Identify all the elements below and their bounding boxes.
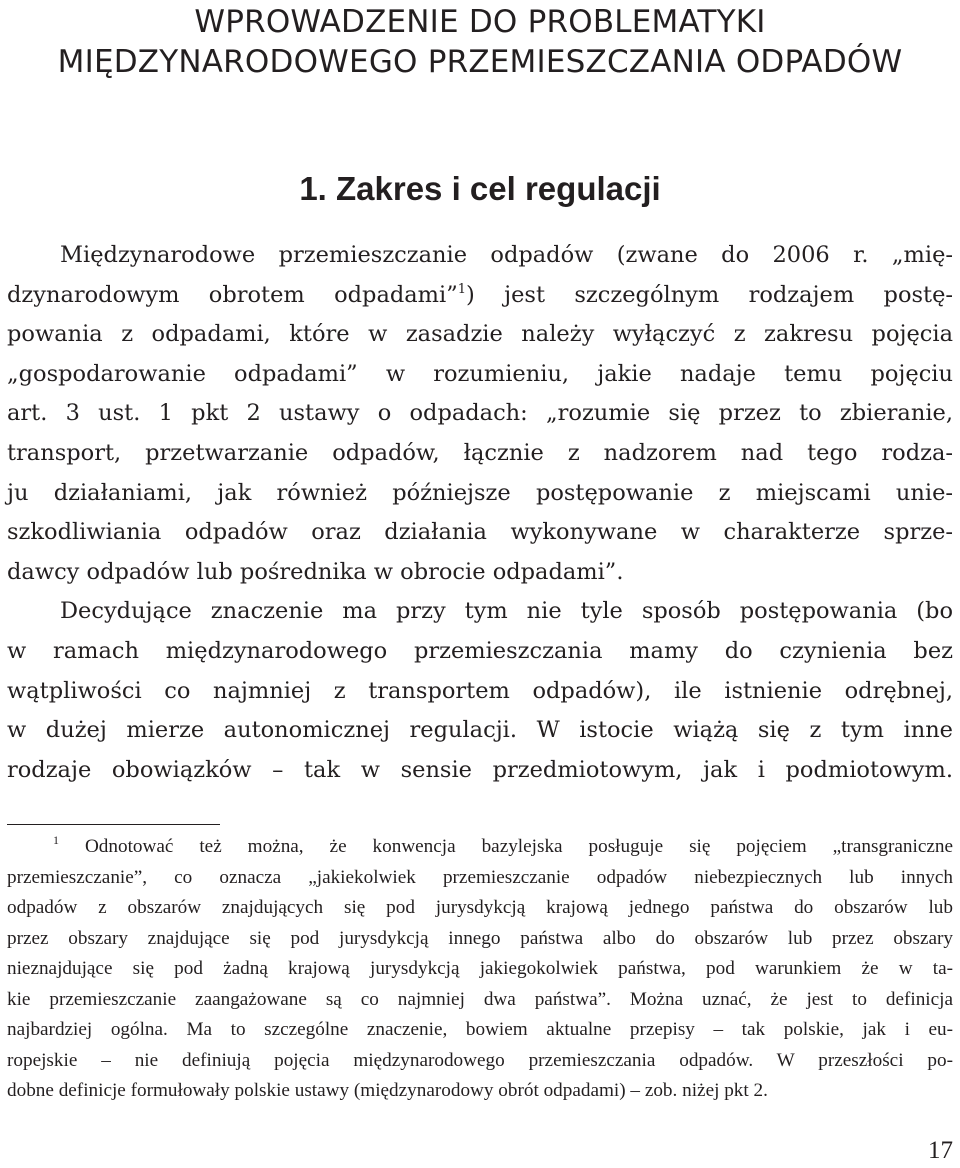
body-line: w ramach międzynarodowego przemieszczania mamy do czynienia bez (7, 637, 953, 664)
body-line: w dużej mierze autonomicznej regulacji. W istocie wiążą się z tym inne (7, 717, 953, 744)
footnote-line: dobne definicje formułowały polskie ustawy (międzynarodowy obrót odpadami) – zob. niżej pkt 2. (7, 1080, 768, 1101)
footnote-line: kie przemieszczanie zaangażowane są co najmniej dwa państwa”. Można uznać, że jest to definicja (7, 988, 953, 1010)
footnote-separator (7, 824, 220, 825)
footnote-line: przemieszczanie”, co oznacza „jakiekolwiek przemieszczanie odpadów niebezpiecznych lub innych (7, 866, 953, 888)
body-line: wątpliwości co najmniej z transportem odpadów), ile istnienie odrębnej, (7, 677, 953, 704)
body-text (7, 236, 953, 790)
section-heading: 1. Zakres i cel regulacji (299, 170, 661, 207)
body-line: dawcy odpadów lub pośrednika w obrocie odpadami”. (7, 558, 624, 585)
chapter-title (0, 2, 960, 82)
body-line-with-footnote-ref (7, 276, 953, 316)
footnote-line: ropejskie – nie definiują pojęcia międzynarodowego przemieszczania odpadów. W przeszłości po- (7, 1049, 953, 1071)
footnote-line: nieznajdujące się pod żadną krajową jurysdykcją jakiegokolwiek państwa, pod warunkiem że w ta- (7, 958, 953, 979)
footnote-line: przez obszary znajdujące się pod jurysdykcją innego państwa albo do obszarów lub przez obszary (7, 927, 953, 949)
body-line: rodzaje obowiązków – tak w sensie przedmiotowym, jak i podmiotowym. (7, 756, 953, 783)
footnote-line: najbardziej ogólna. Ma to szczególne znaczenie, bowiem aktualne przepisy – tak polskie, jak i eu- (7, 1019, 953, 1040)
body-line: Decydujące znaczenie ma przy tym nie tyle sposób postępowania (bo (60, 598, 953, 625)
body-line: transport, przetwarzanie odpadów, łącznie z nadzorem nad tego rodza- (7, 439, 953, 466)
footnote-line (7, 832, 953, 863)
chapter-title-line-1: WPROWADZENIE DO PROBLEMATYKI (194, 4, 766, 40)
footnote-line-text: Odnotować też można, że konwencja bazylejska posługuje się pojęciem „transgraniczne (59, 836, 953, 857)
body-line-part: dzynarodowym obrotem odpadami” (7, 281, 458, 308)
footnote-reference[interactable]: 1 (457, 281, 466, 297)
footnote-line: odpadów z obszarów znajdujących się pod jurysdykcją krajową jednego państwa do obszarów lub (7, 897, 953, 918)
footnote-number: 1 (53, 833, 59, 847)
body-line: art. 3 ust. 1 pkt 2 ustawy o odpadach: „rozumie się przez to zbieranie, (7, 400, 953, 427)
page-number: 17 (928, 1137, 953, 1164)
body-line: ju działaniami, jak również późniejsze postępowanie z miejscami unie- (7, 479, 953, 506)
body-line: szkodliwiania odpadów oraz działania wykonywane w charakterze sprze- (7, 519, 953, 546)
body-line: Międzynarodowe przemieszczanie odpadów (zwane do 2006 r. „mię- (60, 242, 953, 268)
body-line: „gospodarowanie odpadami” w rozumieniu, jakie nadaje temu pojęciu (7, 360, 953, 387)
chapter-title-line-2: MIĘDZYNARODOWEGO PRZEMIESZCZANIA ODPADÓW (57, 44, 903, 80)
body-line-part: ) jest szczególnym rodzajem postę- (466, 281, 954, 308)
footnote (7, 832, 953, 1107)
body-line: powania z odpadami, które w zasadzie należy wyłączyć z zakresu pojęcia (7, 321, 953, 348)
